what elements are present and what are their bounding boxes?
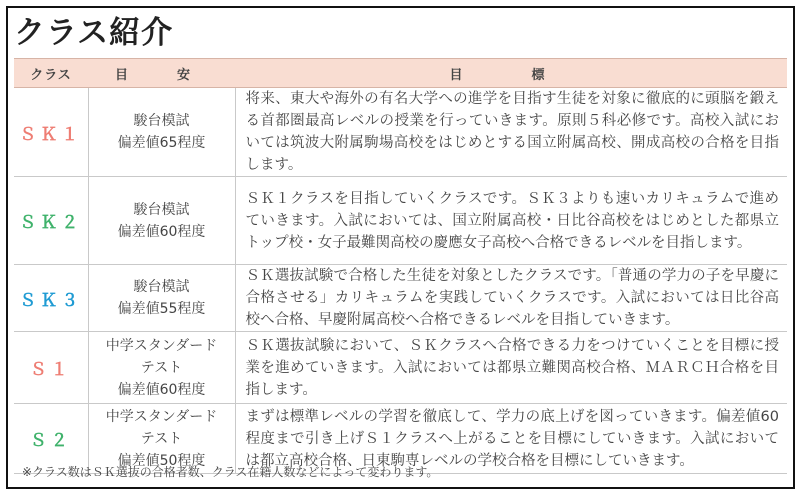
guide-cell [88, 332, 235, 404]
guide-line: 偏差値60程度 [117, 223, 206, 240]
guide-line: 中学スタンダード [105, 408, 218, 425]
page-title: クラス紹介 [14, 15, 174, 51]
guide-line: 偏差値55程度 [117, 301, 206, 317]
guide-line: 偏差値65程度 [117, 135, 206, 151]
guide-cell [88, 88, 235, 177]
goal-text: ＳＫ選抜試験において、ＳＫクラスへ合格できる力をつけていくことを目標に授業を進めていきます。入試においては都県立難関高校合格、ＭＡＲＣＨ合格を目指します。 [235, 332, 787, 404]
guide-cell [88, 265, 235, 332]
goal-text: まずは標準レベルの学習を徹底して、学力の底上げを図っていきます。偏差値60程度まで引き上げＳ１クラスへ上がることを目標にしていきます。入試においては都立高校合格、日東駒専レベルの学校合格を目標にしていきます。 [235, 404, 787, 474]
class-name: ＳＫ２ [14, 177, 88, 265]
class-name: Ｓ２ [14, 404, 88, 474]
table-header-row [14, 59, 787, 88]
guide-line: 駿台模試 [133, 201, 190, 218]
table-row-sk2 [14, 177, 787, 265]
goal-text: 将来、東大や海外の有名大学への進学を目指す生徒を対象に徹底的に頭脳を鍛える首都圏最高レベルの授業を行っていきます。原則５科必修です。高校入試においては筑波大附属駒場高校をはじめとする国立附属高校、開成高校の合格を目指します。 [235, 88, 787, 177]
table-row-sk3 [14, 265, 787, 332]
class-name: ＳＫ３ [14, 265, 88, 332]
goal-text: ＳＫ選抜試験で合格した生徒を対象としたクラスです。「普通の学力の子を早慶に合格させる」カリキュラムを実践していくクラスです。入試においては日比谷高校へ合格、早慶附属高校へ合格できるレベルを目指していきます。 [235, 265, 787, 332]
class-table [14, 58, 787, 474]
guide-line: テスト [140, 359, 183, 376]
guide-line: テスト [140, 430, 183, 447]
table-row-sk1 [14, 88, 787, 177]
header-guide: 目 安 [88, 59, 235, 88]
guide-line: 駿台模試 [133, 279, 190, 295]
guide-line: 中学スタンダード [105, 337, 218, 354]
header-goal: 目 標 [235, 59, 787, 88]
guide-cell [88, 177, 235, 265]
header-class: クラス [14, 59, 88, 88]
guide-line: 偏差値60程度 [117, 381, 206, 398]
footnote: ※クラス数はＳＫ選抜の合格者数、クラス在籍人数などによって変わります。 [22, 465, 439, 479]
guide-line: 駿台模試 [133, 113, 190, 129]
class-name: Ｓ１ [14, 332, 88, 404]
class-name: ＳＫ１ [14, 88, 88, 177]
goal-text: ＳＫ１クラスを目指していくクラスです。ＳＫ３よりも速いカリキュラムで進めていきます。入試においては、国立附属高校・日比谷高校をはじめとした都県立トップ校・女子最難関高校の慶應女子高校へ合格できるレベルを目指します。 [235, 177, 787, 265]
table-row-s1 [14, 332, 787, 404]
guide-line: 偏差値50程度 [117, 452, 206, 469]
